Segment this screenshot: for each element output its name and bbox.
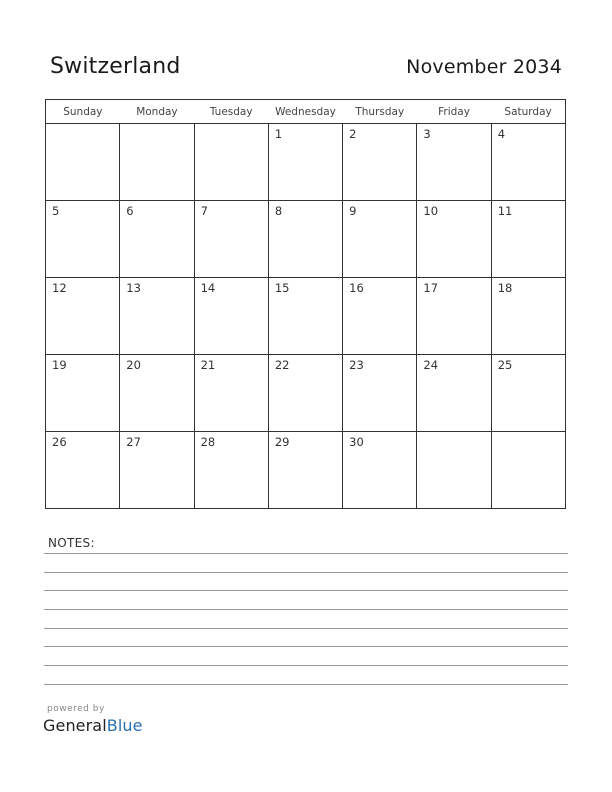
day-cell <box>268 355 342 432</box>
powered-by-text: powered by <box>47 704 105 714</box>
day-cell <box>46 124 120 201</box>
logo-blue-text: Blue <box>106 716 143 735</box>
day-number: 16 <box>349 281 364 295</box>
day-number: 29 <box>274 435 290 449</box>
day-cell <box>120 124 194 201</box>
day-number: 11 <box>497 204 513 218</box>
day-number: 24 <box>423 358 439 372</box>
day-cell <box>491 355 565 432</box>
logo-general-text: General <box>43 716 107 735</box>
day-number: 26 <box>52 435 67 449</box>
day-cell <box>120 432 194 509</box>
note-line <box>44 590 568 591</box>
day-number: 13 <box>126 281 141 295</box>
day-cell <box>417 432 491 509</box>
weekday-header-row <box>46 100 566 124</box>
day-number: 30 <box>349 435 364 449</box>
note-line <box>44 553 568 554</box>
day-number: 8 <box>274 204 283 218</box>
day-cell <box>46 355 120 432</box>
day-number: 2 <box>349 127 357 141</box>
day-cell <box>491 201 565 278</box>
day-cell <box>194 432 268 509</box>
week-row <box>46 355 566 432</box>
weekday-monday: Monday <box>120 100 194 124</box>
weekday-tuesday: Tuesday <box>194 100 268 124</box>
day-cell <box>194 355 268 432</box>
day-cell <box>417 355 491 432</box>
calendar-grid <box>45 99 566 509</box>
country-title: Switzerland <box>50 54 181 79</box>
day-number: 20 <box>126 358 141 372</box>
day-cell <box>194 278 268 355</box>
day-number: 14 <box>200 281 216 295</box>
day-cell <box>343 278 417 355</box>
note-line <box>44 609 568 610</box>
day-number: 18 <box>497 281 513 295</box>
generalblue-logo <box>43 716 143 735</box>
weekday-friday: Friday <box>417 100 491 124</box>
day-number: 19 <box>52 358 67 372</box>
day-cell <box>120 278 194 355</box>
day-cell <box>120 355 194 432</box>
week-row <box>46 201 566 278</box>
day-cell <box>343 355 417 432</box>
day-number: 4 <box>497 127 506 141</box>
weekday-saturday: Saturday <box>491 100 565 124</box>
day-cell <box>491 124 565 201</box>
day-cell <box>417 124 491 201</box>
day-cell <box>194 201 268 278</box>
note-line <box>44 684 568 685</box>
day-number: 9 <box>349 204 357 218</box>
weekday-thursday: Thursday <box>343 100 417 124</box>
week-row <box>46 432 566 509</box>
day-cell <box>268 124 342 201</box>
day-number: 12 <box>52 281 67 295</box>
day-number: 15 <box>274 281 290 295</box>
day-number: 22 <box>274 358 290 372</box>
day-cell <box>268 432 342 509</box>
day-cell <box>46 278 120 355</box>
day-cell <box>491 432 565 509</box>
day-number: 7 <box>200 204 208 218</box>
week-row <box>46 124 566 201</box>
month-title: November 2034 <box>406 56 562 78</box>
day-number: 21 <box>200 358 216 372</box>
day-cell <box>417 278 491 355</box>
weekday-sunday: Sunday <box>46 100 120 124</box>
day-number: 17 <box>423 281 439 295</box>
day-cell <box>491 278 565 355</box>
day-number: 6 <box>126 204 134 218</box>
day-cell <box>268 278 342 355</box>
day-cell <box>343 124 417 201</box>
note-line <box>44 665 568 666</box>
note-line <box>44 572 568 573</box>
note-line <box>44 628 568 629</box>
day-cell <box>46 201 120 278</box>
day-cell <box>417 201 491 278</box>
week-row <box>46 278 566 355</box>
day-cell <box>194 124 268 201</box>
day-number: 27 <box>126 435 141 449</box>
day-number: 28 <box>200 435 216 449</box>
day-number: 10 <box>423 204 439 218</box>
notes-label: NOTES: <box>48 536 95 550</box>
day-number: 25 <box>497 358 513 372</box>
day-cell <box>343 432 417 509</box>
day-number: 5 <box>52 204 60 218</box>
note-line <box>44 646 568 647</box>
day-cell <box>343 201 417 278</box>
day-cell <box>46 432 120 509</box>
weekday-wednesday: Wednesday <box>268 100 342 124</box>
day-number: 1 <box>274 127 283 141</box>
day-cell <box>120 201 194 278</box>
day-number: 23 <box>349 358 364 372</box>
day-number: 3 <box>423 127 431 141</box>
day-cell <box>268 201 342 278</box>
